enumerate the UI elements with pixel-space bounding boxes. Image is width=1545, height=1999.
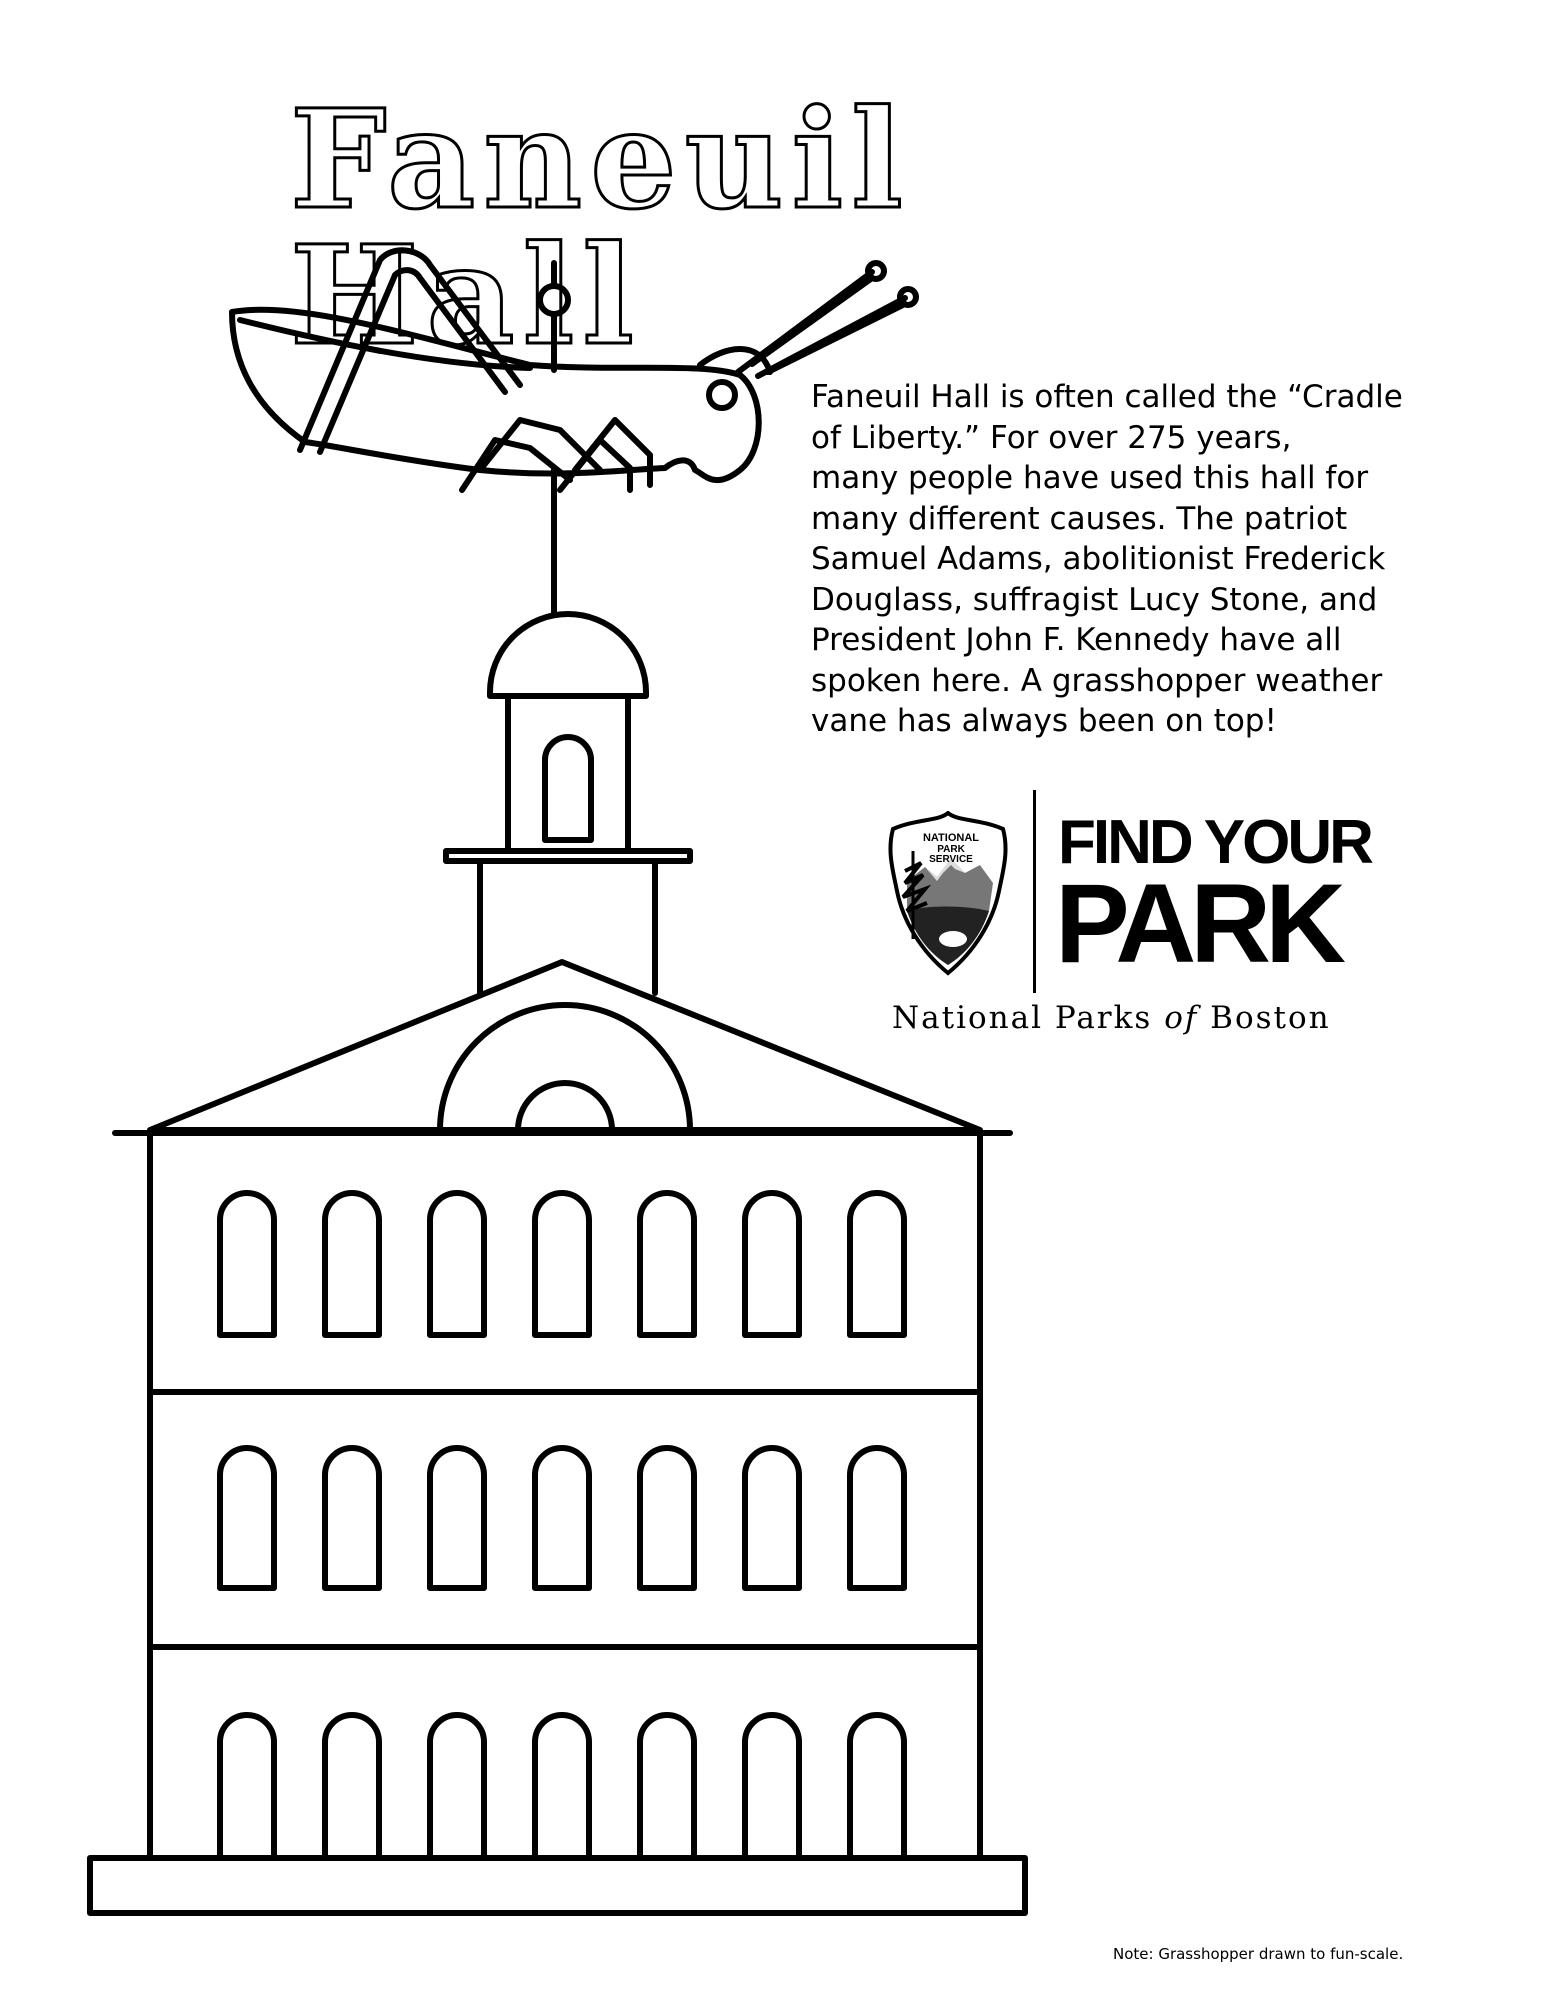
find-your-text: FIND YOUR bbox=[1058, 808, 1371, 877]
tagline bbox=[892, 1000, 1331, 1036]
logo-divider bbox=[1033, 790, 1036, 993]
description-line: vane has always been on top! bbox=[811, 703, 1277, 739]
description-line: Samuel Adams, abolitionist Frederick bbox=[811, 541, 1386, 577]
description-line: many people have used this hall for bbox=[811, 460, 1369, 496]
tagline-of: of bbox=[1164, 1000, 1199, 1036]
description-line: of Liberty.” For over 275 years, bbox=[811, 419, 1292, 456]
windows bbox=[220, 1193, 904, 1858]
description-line: Douglass, suffragist Lucy Stone, and bbox=[811, 581, 1378, 618]
description-text bbox=[811, 377, 1501, 742]
tagline-part: National Parks bbox=[892, 1000, 1165, 1036]
description-line: Faneuil Hall is often called the “Cradle bbox=[811, 379, 1403, 415]
page-title: Faneuil Hall bbox=[290, 80, 911, 376]
description-line: spoken here. A grasshopper weather bbox=[811, 662, 1383, 699]
park-text: PARK bbox=[1055, 861, 1341, 986]
cupola bbox=[446, 614, 690, 993]
pediment bbox=[115, 962, 1010, 1133]
footnote: Note: Grasshopper drawn to fun-scale. bbox=[1113, 1945, 1404, 1963]
main-building bbox=[90, 1133, 1025, 1913]
nps-badge-line: NATIONAL bbox=[922, 832, 980, 844]
description-line: President John F. Kennedy have all bbox=[811, 622, 1342, 658]
nps-arrowhead-icon bbox=[885, 811, 1011, 976]
tagline-part: Boston bbox=[1198, 1000, 1331, 1036]
description-line: many different causes. The patriot bbox=[811, 500, 1348, 537]
nps-badge-line: SERVICE bbox=[929, 854, 973, 865]
nps-badge-line: PARK bbox=[937, 844, 965, 855]
